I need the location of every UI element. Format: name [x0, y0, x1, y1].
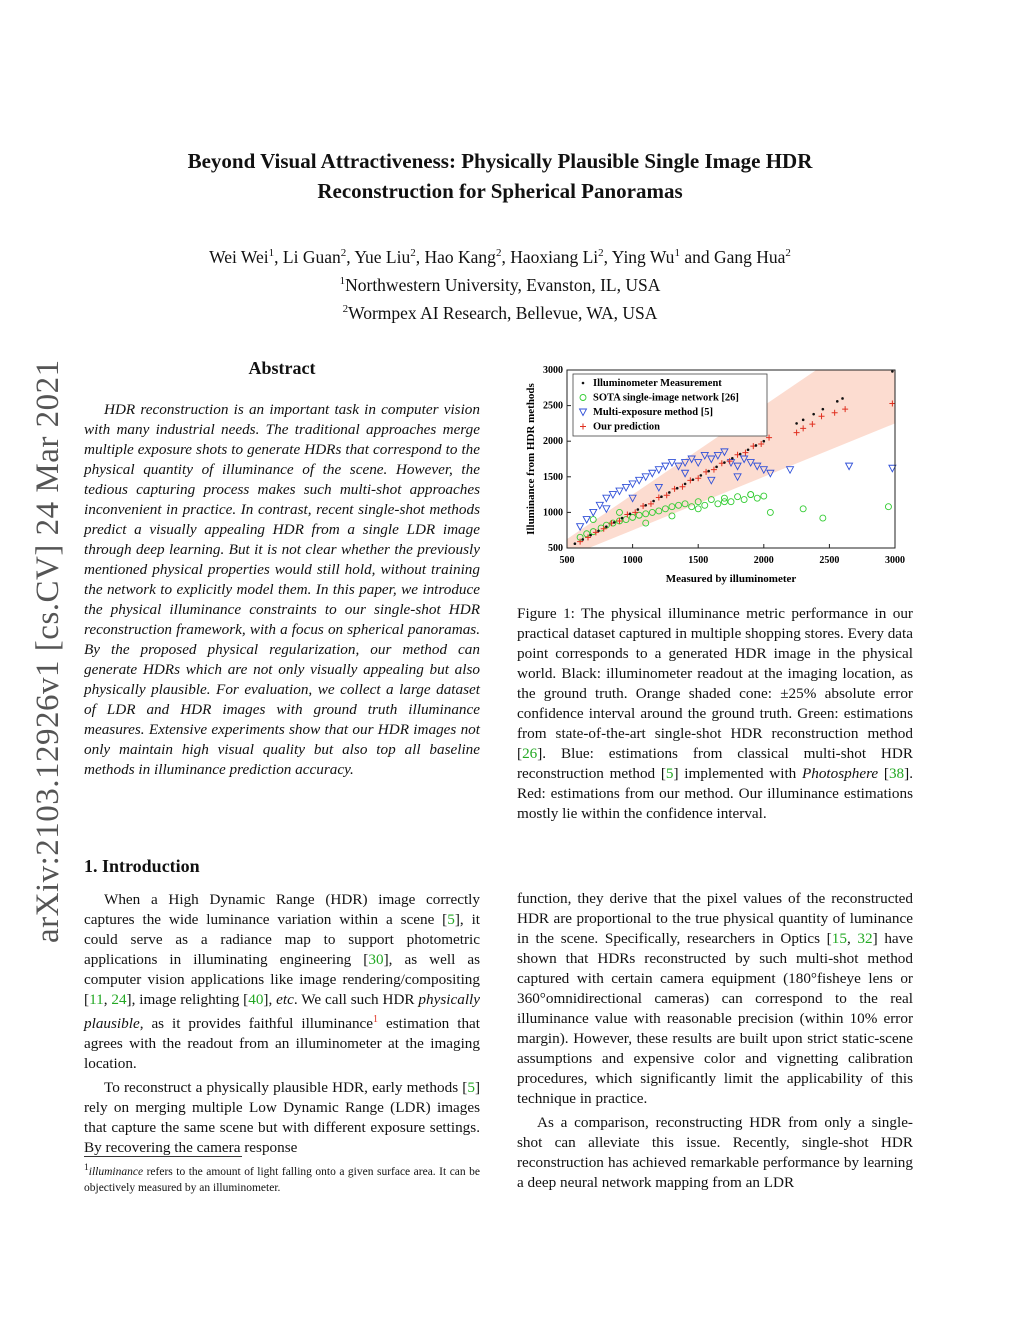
citation-link[interactable]: 24 — [111, 991, 127, 1008]
data-point-dot — [644, 504, 647, 507]
legend-label: SOTA single-image network [26] — [593, 392, 739, 404]
author-affiliation-mark: 2 — [410, 247, 416, 259]
author-affiliation-mark: 1 — [268, 247, 275, 259]
text-run: , — [846, 930, 858, 947]
text-run: physically plausible — [84, 991, 480, 1033]
data-point-dot — [684, 483, 687, 486]
text-run: ], it could serve as a radiance map to support photometric applications in illuminating engineering [ — [84, 911, 481, 968]
x-tick-label: 2500 — [819, 555, 840, 566]
figure-1-caption — [517, 604, 913, 824]
text-run: ], — [263, 991, 277, 1008]
x-tick-label: 2000 — [753, 555, 774, 566]
text-run: etc — [276, 991, 294, 1008]
legend-label: Multi-exposure method [5] — [593, 407, 713, 418]
data-point-dot — [581, 538, 584, 541]
x-tick-label: 3000 — [885, 555, 905, 566]
abstract-heading: Abstract — [248, 358, 316, 378]
data-point-dot — [723, 461, 726, 464]
citation-link[interactable]: 11 — [89, 991, 104, 1008]
data-point-dot — [660, 495, 663, 498]
data-point-dot — [637, 508, 640, 511]
author-block — [100, 241, 900, 324]
text-run: , as it provides faithful illuminance — [139, 1015, 374, 1033]
data-point-dot — [795, 422, 798, 425]
author-name: Ying Wu — [611, 246, 675, 267]
citation-link[interactable]: 5 — [467, 1079, 475, 1097]
author-affiliation-mark: 2 — [598, 247, 604, 259]
x-tick-label: 500 — [559, 555, 575, 566]
data-point-triangle — [787, 467, 794, 474]
data-point-dot — [692, 478, 695, 481]
legend-marker-dot — [582, 382, 585, 385]
data-point-dot — [747, 448, 750, 451]
data-point-circle — [735, 494, 741, 500]
data-point-circle — [800, 506, 806, 512]
author-name: Hao Kang — [424, 246, 496, 267]
right-paragraph-1 — [517, 889, 913, 1109]
data-point-dot — [822, 408, 825, 411]
data-point-circle — [767, 509, 773, 515]
text-run: ] rely on merging multiple Low Dynamic Range (LDR) images that capture the same scene but with different exposure settings. By recovering the camera response — [84, 1079, 480, 1157]
data-point-dot — [613, 521, 616, 524]
text-run: , — [103, 991, 112, 1008]
y-tick-label: 1000 — [543, 507, 563, 519]
text-run: Figure 1: The physical illuminance metric performance in our practical dataset captured in multiple shopping stores. Every data point corresponds to a generated HDR image in the physical world. Black: illuminometer readout at the imaging location, as the ground truth. Orange shaded cone: ±25% absolute error confidence interval around the ground truth. Green: estimations from state-of-the-art single-shot HDR reconstruction method [ — [517, 605, 914, 762]
author-list: Wei Wei$^1$, Li Guan$^2$, Yue Liu$^2$, Hao Kang$^2$, Haoxiang Li$^2$, Ying Wu$^1$ and Gang Hua$^2$ — [209, 246, 791, 267]
author-affiliation-mark: 1 — [674, 247, 680, 259]
data-point-dot — [652, 500, 655, 503]
abstract-text: HDR reconstruction is an important task in computer vision with many industrial needs. The traditional approaches merge multiple exposure shots to generate HDRs that correspond to the physical quantity of illuminance of the scene. However, the tedious capturing process makes such multi-shot approaches inconvenient in practice. In contrast, recent single-shot methods predict a visually appealing HDR from a single LDR image through deep learning. But it is not clear whether the previously mentioned physical properties would still hold, without training the network to explicitly model them. In this paper, we introduce the physical illuminance constraints to our single-shot HDR reconstruction framework, with a focus on spherical panoramas. By the proposed physical regularization, our method can generate HDRs which are not only visually appealing but also physically plausible. For evaluation, we collect a large dataset of LDR and HDR images with ground truth illuminance measures. Extensive experiments show that our HDR images not only maintain high visual quality but also top all baseline methods in illuminance prediction accuracy. — [84, 401, 480, 778]
footnote-mark: 1 — [84, 1162, 89, 1173]
affiliation — [100, 297, 900, 325]
data-point-circle — [748, 492, 754, 498]
right-paragraph-2: As a comparison, reconstructing HDR from only a single-shot can alleviate this issue. Recently, single-shot HDR reconstruction has achieved remarkable performance by learning a deep neural network mapping from an LDR — [517, 1114, 913, 1191]
data-point-circle — [754, 495, 760, 501]
text-run: Photosphere — [801, 765, 879, 782]
data-point-circle — [715, 501, 721, 507]
intro-paragraph-1 — [84, 890, 480, 1074]
data-point-dot — [802, 419, 805, 422]
footnote-divider — [84, 1156, 242, 1157]
data-point-triangle — [590, 509, 597, 516]
affiliation-mark: 2 — [342, 302, 349, 315]
data-point-dot — [841, 397, 844, 400]
text-run: [ — [878, 765, 889, 782]
data-point-dot — [605, 525, 608, 528]
data-point-circle — [741, 497, 747, 503]
legend-label: Our prediction — [593, 421, 660, 433]
citation-link[interactable]: 30 — [368, 951, 384, 968]
data-point-dot — [836, 400, 839, 403]
data-point-dot — [731, 457, 734, 460]
footnote-text: refers to the amount of light falling onto a given surface area. It can be objectively measured by an illuminometer. — [84, 1165, 480, 1194]
text-run: . We call such HDR — [293, 991, 419, 1008]
footnote — [84, 1160, 480, 1196]
paper-title — [100, 146, 900, 206]
citation-link[interactable]: 32 — [857, 930, 873, 947]
citation-link[interactable]: 26 — [522, 745, 538, 762]
text-run: ] have shown that HDRs reconstructed by such multi-shot method captured with certain camera equipment (180°fisheye lens or 360°omnidirectional cameras) can correspond to the real illuminance value with reasonable precision (within 10% error margin). However, these results are built upon strict static-scene assumptions and expensive color and vignetting calibration procedures, which significantly limit the applicability of this technique in practice. — [517, 930, 913, 1107]
data-point-circle — [885, 504, 891, 510]
data-point-dot — [707, 470, 710, 473]
right-column-text — [517, 889, 913, 1197]
title-line-1: Beyond Visual Attractiveness: Physically Plausible Single Image HDR — [187, 149, 813, 173]
data-point-triangle — [583, 517, 590, 524]
x-tick-label: 1500 — [688, 555, 709, 566]
data-point-dot — [574, 542, 577, 545]
data-point-circle — [820, 515, 826, 521]
arxiv-stamp: arXiv:2103.12926v1 [cs.CV] 24 Mar 2021 — [30, 359, 66, 943]
citation-link[interactable]: 40 — [248, 991, 264, 1008]
citation-link[interactable]: 5 — [665, 765, 674, 782]
text-run: function, they derive that the pixel values of the reconstructed HDR are proportional to the true physical quantity of luminance in the scene. Specifically, researchers in Optics [ — [517, 890, 913, 947]
author-name: Li Guan — [282, 246, 341, 267]
data-point-circle — [721, 499, 727, 505]
data-point-dot — [589, 534, 592, 537]
data-point-dot — [739, 453, 742, 456]
y-tick-label: 3000 — [543, 365, 563, 376]
text-run: ]. Blue: estimations from classical multi-shot HDR reconstruction method [ — [517, 745, 913, 782]
intro-heading: 1. Introduction — [84, 856, 200, 876]
chart-legend — [573, 374, 767, 436]
data-point-dot — [629, 513, 632, 516]
data-point-circle — [728, 499, 734, 505]
author-name: Yue Liu — [354, 246, 411, 267]
y-tick-label: 2000 — [543, 436, 563, 448]
text-run: ] implemented with — [673, 765, 802, 782]
figure-1-chart — [520, 362, 920, 592]
data-point-dot — [763, 440, 766, 443]
abstract-body — [84, 400, 480, 780]
affiliation — [100, 269, 900, 297]
text-run: When a High Dynamic Range (HDR) image correctly captures the wide luminance variation within a scene [ — [84, 891, 480, 928]
x-axis-label: Measured by illuminometer — [665, 573, 797, 585]
data-point-triangle — [846, 463, 853, 470]
data-point-dot — [812, 413, 815, 416]
citation-link[interactable]: 15 — [831, 930, 847, 947]
intro-body — [84, 890, 480, 1162]
footnote-link[interactable]: 1 — [373, 1014, 379, 1025]
data-point-dot — [668, 491, 671, 494]
footnote-term: illuminance — [88, 1165, 144, 1178]
citation-link[interactable]: 38 — [888, 765, 905, 782]
data-point-dot — [621, 517, 624, 520]
y-tick-label: 500 — [548, 543, 563, 554]
text-run: ]. Red: estimations from our method. Our illuminance estimations mostly lie within the confidence interval. — [517, 765, 913, 822]
affiliation-text: Northwestern University, Evanston, IL, USA — [345, 274, 661, 295]
intro-paragraph-2 — [84, 1078, 480, 1158]
text-run: To reconstruct a physically plausible HDR, early methods [ — [104, 1079, 468, 1097]
y-tick-label: 2500 — [543, 400, 563, 412]
data-point-dot — [597, 530, 600, 533]
author-affiliation-mark: 2 — [340, 247, 347, 259]
data-point-circle — [702, 502, 708, 508]
title-line-2: Reconstruction for Spherical Panoramas — [317, 179, 683, 203]
data-point-dot — [715, 466, 718, 469]
author-name: Haoxiang Li — [510, 246, 599, 267]
data-point-dot — [891, 370, 894, 373]
text-run: ], image relighting [ — [126, 991, 249, 1008]
data-point-circle — [695, 506, 701, 512]
affiliation-mark: 1 — [339, 274, 346, 287]
text-run: estimation that agrees with the readout from an illuminometer at the imaging location. — [84, 1015, 480, 1073]
x-tick-label: 1000 — [622, 555, 643, 566]
author-name: Wei Wei — [209, 246, 269, 267]
affiliation-text: Wormpex AI Research, Bellevue, WA, USA — [348, 302, 658, 323]
author-name: Gang Hua — [713, 246, 786, 267]
author-affiliation-mark: 2 — [785, 247, 791, 259]
y-axis-label: Illuminance from HDR methods — [525, 383, 537, 535]
y-tick-label: 1500 — [543, 471, 563, 483]
data-point-triangle — [603, 495, 610, 502]
citation-link[interactable]: 5 — [447, 911, 455, 928]
legend-label: Illuminometer Measurement — [593, 378, 722, 389]
author-affiliation-mark: 2 — [495, 247, 502, 259]
data-point-dot — [755, 444, 758, 447]
data-point-circle — [761, 493, 767, 499]
text-run: ], as well as computer vision applications like image rendering/compositing [ — [84, 951, 480, 1008]
data-point-dot — [676, 487, 679, 490]
data-point-dot — [700, 474, 703, 477]
scatter-plot — [520, 362, 920, 592]
